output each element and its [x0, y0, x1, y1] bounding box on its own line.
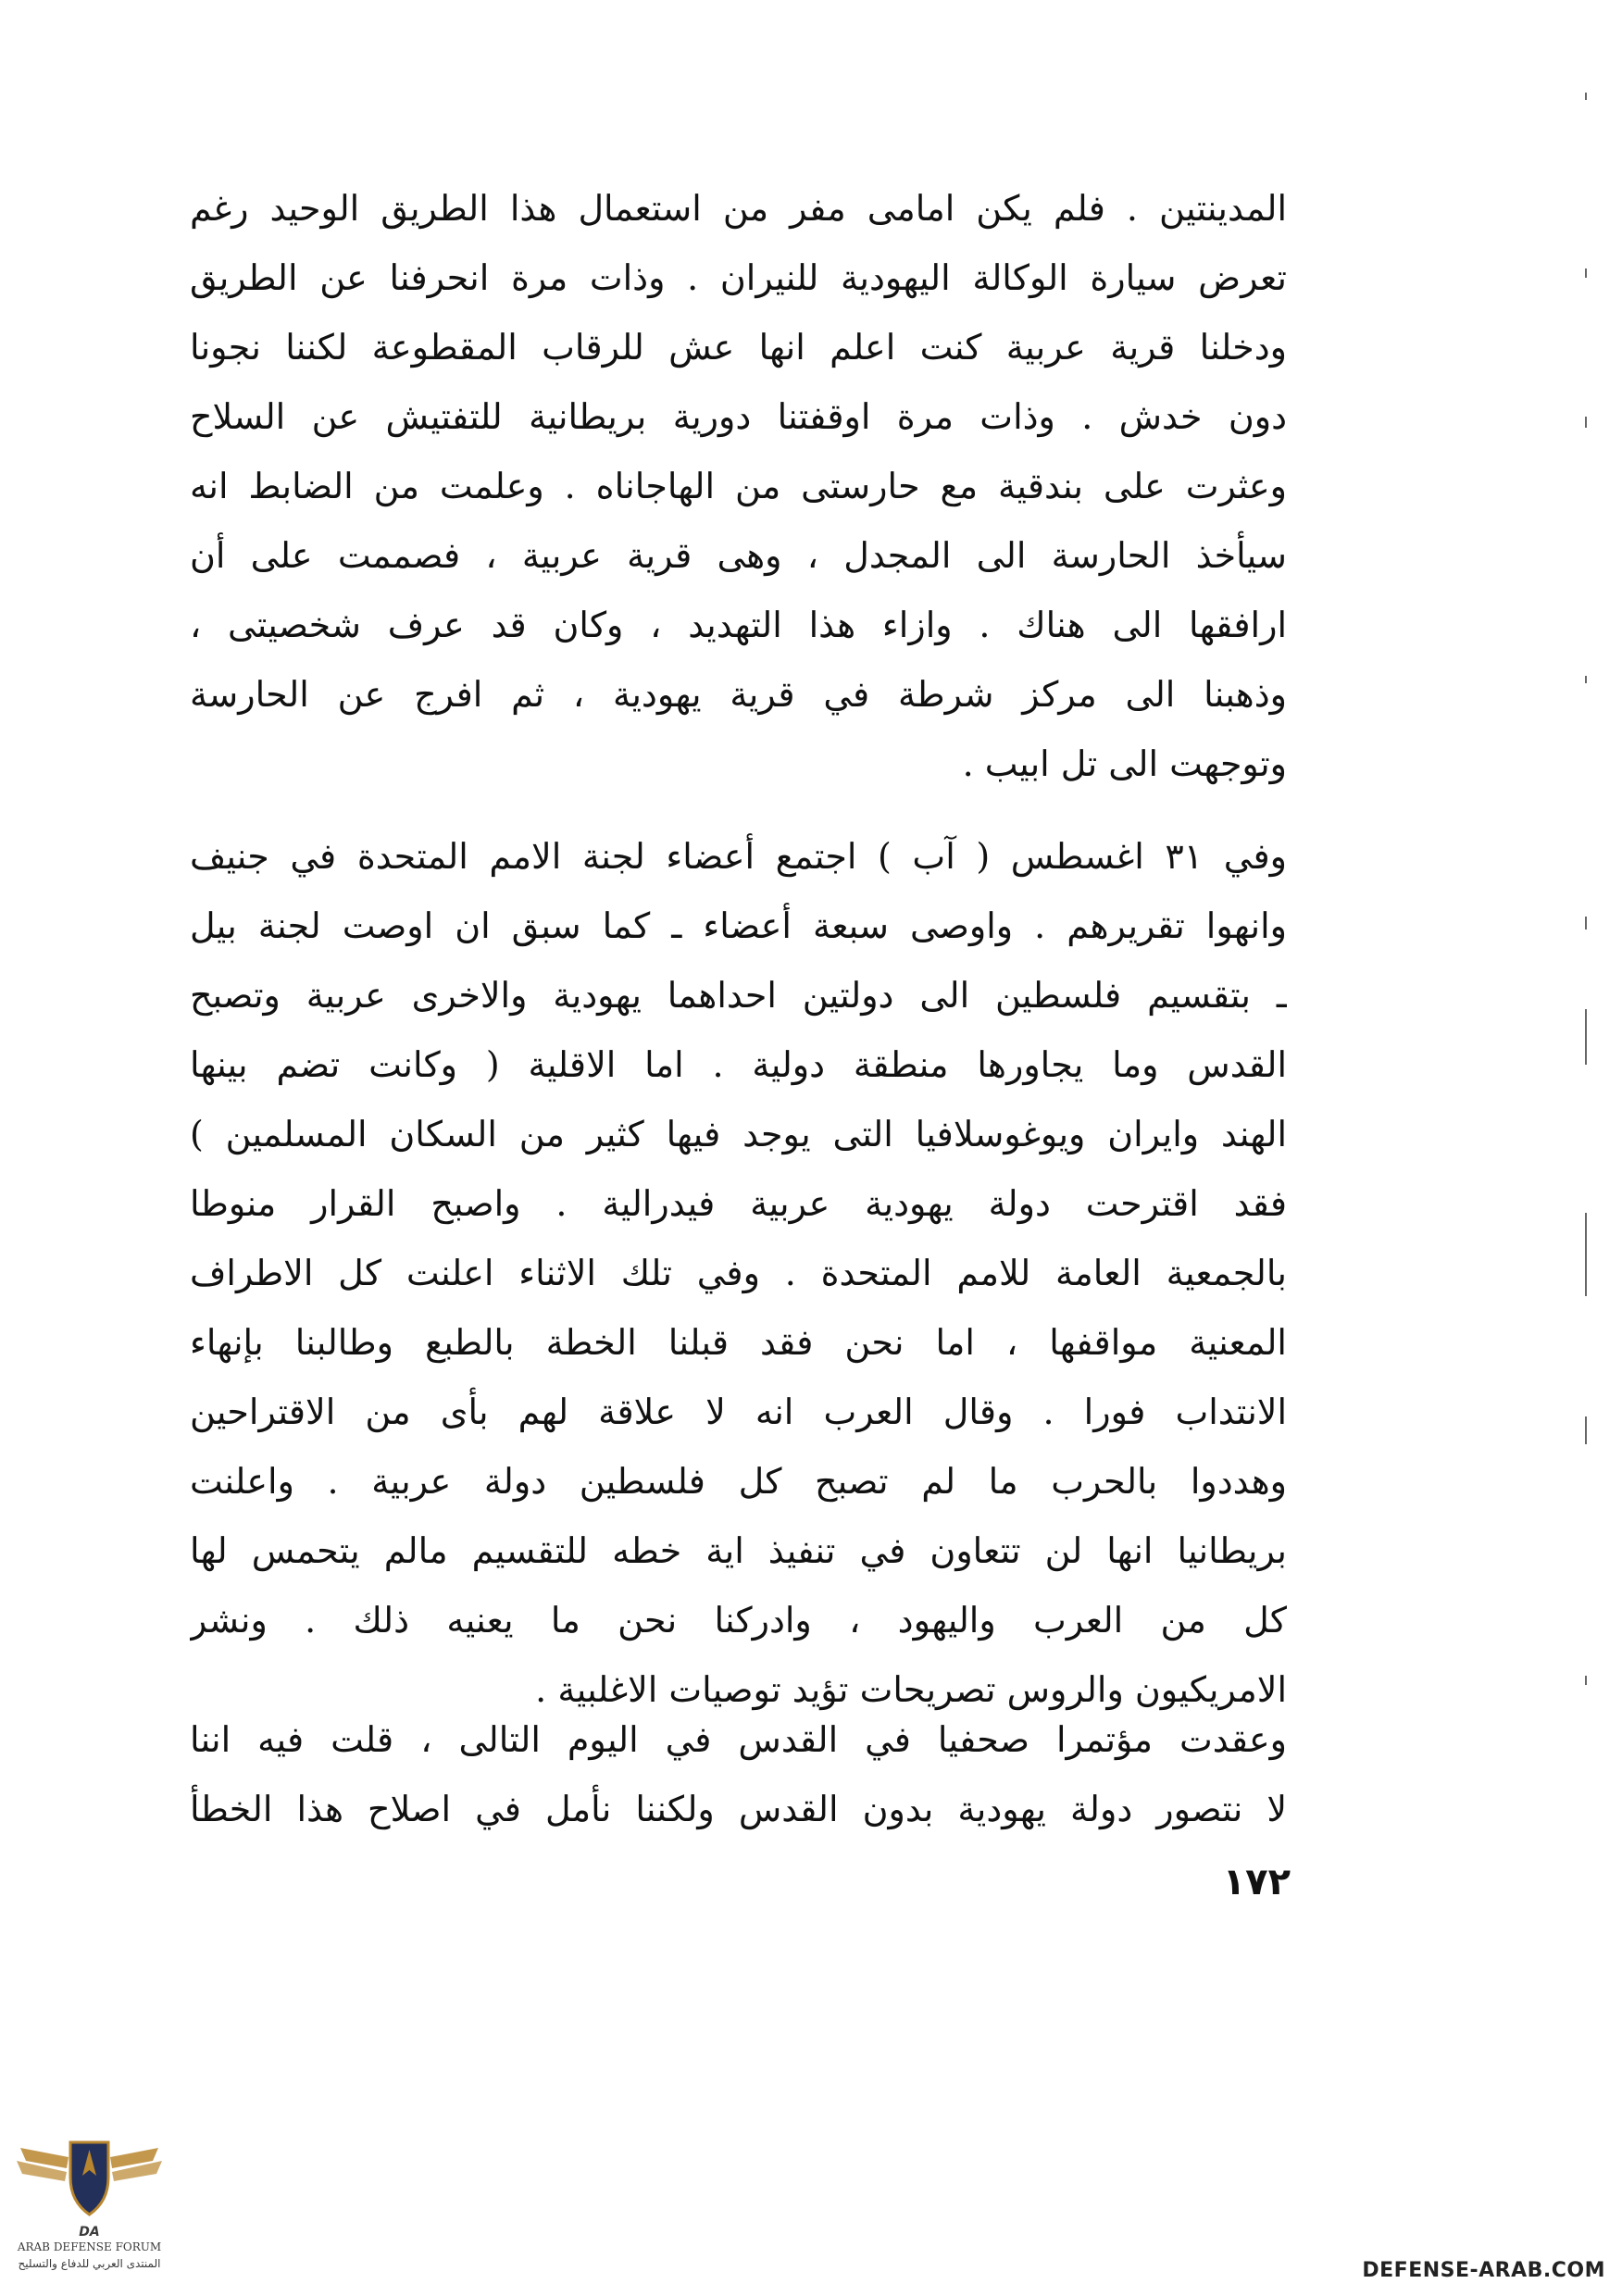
text-line: وعثرت على بندقية مع حارستى من الهاجاناه . وعلمت من الضابط انه	[190, 466, 1287, 506]
text-line: فقد اقترحت دولة يهودية عربية فيدرالية . واصبح القرار منوطا	[190, 1183, 1287, 1224]
text-line: الانتداب فورا . وقال العرب انه لا علاقة لهم بأى من الاقتراحين	[190, 1391, 1287, 1432]
logo-arabic-name: المنتدى العربي للدفاع والتسليح	[18, 2257, 161, 2270]
text-line: المعنية مواقفها ، اما نحن فقد قبلنا الخطة بالطبع وطالبنا بإنهاء	[190, 1322, 1287, 1363]
paragraph-3	[190, 1705, 1287, 1844]
logo-abbreviation: DA	[79, 2225, 100, 2240]
shield-wings-icon	[13, 2129, 166, 2227]
text-line: وهددوا بالحرب ما لم تصبح كل فلسطين دولة عربية . واعلنت	[190, 1461, 1287, 1502]
page-number: ١٧٢	[1222, 1861, 1291, 1903]
text-line: الهند وايران ويوغوسلافيا التى يوجد فيها كثير من السكان المسلمين )	[190, 1114, 1287, 1154]
paragraph-1	[190, 174, 1287, 799]
text-line: ودخلنا قرية عربية كنت اعلم انها عش للرقاب المقطوعة لكننا نجونا	[190, 327, 1287, 368]
text-line: سيأخذ الحارسة الى المجدل ، وهى قرية عربية ، فصممت على أن	[190, 535, 1287, 576]
text-line: الامريكيون والروس تصريحات تؤيد توصيات الاغلبية .	[535, 1669, 1287, 1710]
logo-name: ARAB DEFENSE FORUM	[17, 2240, 162, 2253]
text-line: وذهبنا الى مركز شرطة في قرية يهودية ، ثم افرج عن الحارسة	[190, 674, 1287, 715]
text-line: وعقدت مؤتمرا صحفيا في القدس في اليوم التالى ، قلت فيه اننا	[190, 1719, 1287, 1760]
text-line: المدينتين . فلم يكن امامى مفر من استعمال هذا الطريق الوحيد رغم	[190, 188, 1287, 229]
text-line: وانهوا تقريرهم . واوصى سبعة أعضاء ـ كما سبق ان اوصت لجنة بيل	[190, 905, 1287, 946]
text-line: كل من العرب واليهود ، وادركنا نحن ما يعنيه ذلك . ونشر	[190, 1600, 1287, 1641]
scan-margin-marks	[1585, 83, 1589, 2213]
text-line: دون خدش . وذات مرة اوقفتنا دورية بريطانية للتفتيش عن السلاح	[190, 396, 1287, 437]
site-watermark[interactable]: DEFENSE-ARAB.COM	[1362, 2259, 1605, 2282]
text-line: القدس وما يجاورها منطقة دولية . اما الاقلية ( وكانت تضم بينها	[190, 1044, 1287, 1085]
text-line: ـ بتقسيم فلسطين الى دولتين احداهما يهودية والاخرى عربية وتصبح	[190, 975, 1287, 1016]
text-line: تعرض سيارة الوكالة اليهودية للنيران . وذات مرة انحرفنا عن الطريق	[190, 257, 1287, 298]
text-line: بالجمعية العامة للامم المتحدة . وفي تلك الاثناء اعلنت كل الاطراف	[190, 1253, 1287, 1293]
text-line: وفي ٣١ اغسطس ( آب ) اجتمع أعضاء لجنة الامم المتحدة في جنيف	[190, 836, 1287, 877]
text-line: بريطانيا انها لن تتعاون في تنفيذ اية خطه للتقسيم مالم يتحمس لها	[190, 1530, 1287, 1571]
text-line: وتوجهت الى تل ابيب .	[962, 743, 1287, 784]
forum-logo	[13, 2129, 166, 2287]
text-line: لا نتصور دولة يهودية بدون القدس ولكننا نأمل في اصلاح هذا الخطأ	[190, 1789, 1287, 1829]
text-line: ارافقها الى هناك . وازاء هذا التهديد ، وكان قد عرف شخصيتى ،	[190, 605, 1287, 645]
paragraph-2	[190, 822, 1287, 1725]
